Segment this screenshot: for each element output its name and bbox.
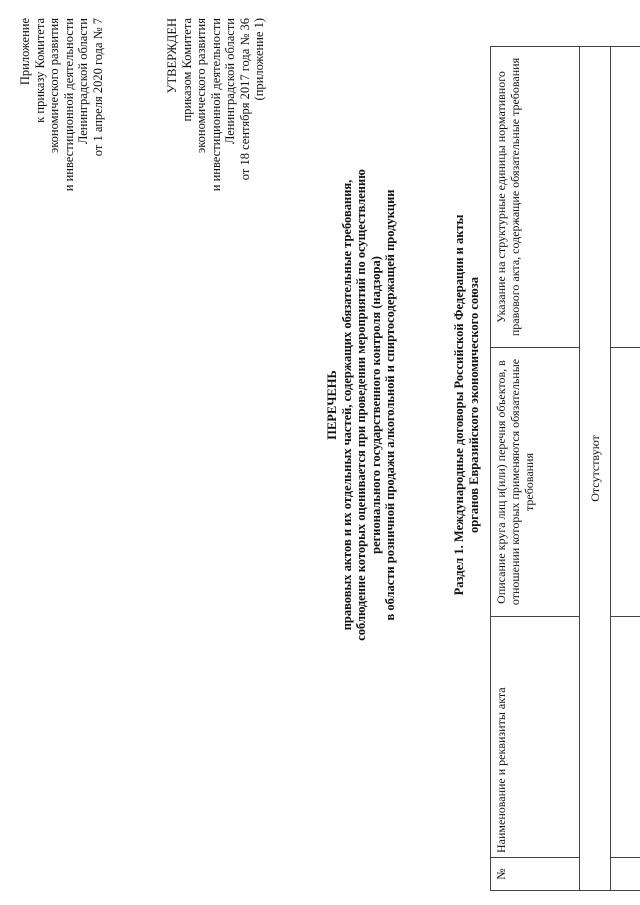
header-structural-units: Указание на структурные единицы нормативного правового акта, содержащие обязательные требования xyxy=(491,47,580,348)
title-line: соблюдение которых оценивается при проведении мероприятий по осуществлению xyxy=(354,169,368,641)
acts-table xyxy=(490,46,640,891)
appendix-line: и инвестиционной деятельности xyxy=(61,18,76,192)
header-act-name: Наименование и реквизиты акта xyxy=(491,617,580,858)
table-row xyxy=(580,47,611,891)
approval-note xyxy=(165,18,267,191)
appendix-line: Ленинградской области xyxy=(76,18,90,145)
table-cell xyxy=(611,348,640,617)
table-cell xyxy=(611,47,640,348)
appendix-line: от 1 апреля 2020 года № 7 xyxy=(90,18,105,157)
table-header-row xyxy=(491,47,580,891)
appendix-line: к приказу Комитета xyxy=(32,18,47,123)
appendix-line: экономического развития xyxy=(47,18,61,154)
title-line: в области розничной продажи алкогольной и спиртосодержащей продукции xyxy=(383,189,397,621)
approval-line: УТВЕРЖДЕН xyxy=(165,18,179,94)
title-line: правовых актов и их отдельных частей, содержащих обязательные требования, xyxy=(339,179,354,631)
approval-line: экономического развития xyxy=(194,18,208,154)
section-heading xyxy=(452,45,482,765)
approval-line: (приложение 1) xyxy=(252,18,266,101)
approval-line: от 18 сентября 2017 года № 36 xyxy=(237,18,252,181)
table-cell xyxy=(611,617,640,858)
appendix-note xyxy=(18,18,105,191)
appendix-line: Приложение xyxy=(18,18,32,86)
approval-line: Ленинградской области xyxy=(223,18,237,145)
table-cell xyxy=(611,858,640,891)
header-description: Описание круга лиц и(или) перечня объектов, в отношении которых применяются обязательные требования xyxy=(491,348,580,617)
title-heading: ПЕРЕЧЕНЬ xyxy=(325,370,339,440)
table-row xyxy=(611,47,640,891)
section-line: Раздел 1. Международные договоры Российской Федерации и акты xyxy=(452,214,466,596)
document-title xyxy=(325,45,398,765)
section-line: органов Евразийского экономического союза xyxy=(467,277,481,534)
approval-line: приказом Комитета xyxy=(179,18,194,122)
title-line: регионального государственного контроля (надзора) xyxy=(368,256,383,554)
header-number: № xyxy=(491,858,580,891)
approval-line: и инвестиционной деятельности xyxy=(208,18,223,192)
empty-row-text: Отсутствуют xyxy=(580,47,611,891)
